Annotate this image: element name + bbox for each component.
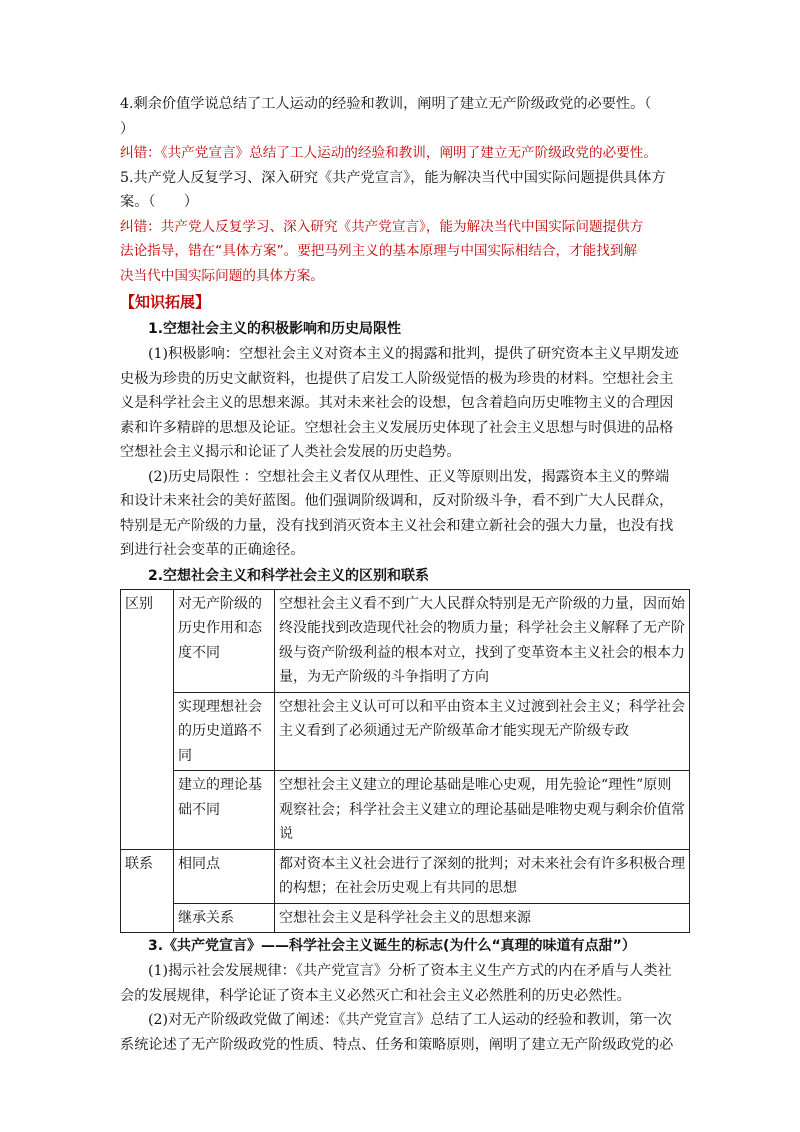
content-cell: 都对资本主义社会进行了深刻的批判；对未来社会有许多积极合理 的构想；在社会历史观上有共同的思想: [275, 849, 690, 903]
question-5-line-1: 5.共产党人反复学习、深入研究《共产党宣言》，能为解决当代中国实际问题提供具体方: [120, 169, 666, 186]
topic-3-p2-line: (2)对无产阶级政党做了阐述：《共产党宣言》总结了工人运动的经验和教训，第一次: [148, 1012, 672, 1028]
question-5-correction-line-2: 法论指导，错在“具体方案”。要把马列主义的基本原理与中国实际相结合，才能找到解: [120, 243, 638, 259]
topic-1-p2-line: 到进行社会变革的正确途径。: [120, 542, 305, 558]
topic-1-p2-line: (2)历史局限性 ：空想社会主义者仅从理性、正义等原则出发，揭露资本主义的弊端: [148, 468, 670, 485]
content-cell: 空想社会主义是科学社会主义的思想来源: [275, 903, 690, 933]
topic-1-p1-line: 素和许多精辟的思想及论证。空想社会主义发展历史体现了社会主义思想与时俱进的品格: [120, 419, 674, 436]
question-4-correction: 纠错：《共产党宣言》总结了工人运动的经验和教训，阐明了建立无产阶级政党的必要性。: [120, 145, 657, 161]
aspect-cell: 相同点: [174, 849, 275, 903]
topic-3-p1-line: 会的发展规律，科学论证了资本主义必然灭亡和社会主义必然胜利的历史必然性。: [120, 987, 631, 1004]
content-cell: 空想社会主义建立的理论基础是唯心史观，用先验论“理性”原则 观察社会；科学社会主义建立的理论基础是唯物史观与剩余价值常 说: [275, 771, 690, 850]
table-row: [121, 849, 690, 903]
table-row: [121, 903, 690, 933]
topic-1-p2-line: 特别是无产阶级的力量，没有找到消灭资本主义社会和建立新社会的强大力量，也没有找: [120, 517, 674, 534]
section-title: 【知识拓展】: [120, 293, 211, 311]
question-5-line-2: 案。（ ）: [120, 194, 199, 210]
comparison-table: [120, 589, 690, 934]
topic-3-title: 3.《共产党宣言》——科学社会主义诞生的标志(为什么“真理的味道有点甜”）: [148, 938, 636, 954]
topic-1-p1-line: 空想社会主义揭示和论证了人类社会发展的历史趋势。: [120, 444, 461, 460]
aspect-cell: 实现理想社会 的历史道路不 同: [174, 692, 275, 771]
question-4-line-2: ）: [120, 120, 135, 137]
table-row: [121, 589, 690, 692]
content-cell: 空想社会主义认可可以和平由资本主义过渡到社会主义；科学社会 主义看到了必须通过无产阶级革命才能实现无产阶级专政: [275, 692, 690, 771]
aspect-cell: 对无产阶级的 历史作用和态 度不同: [174, 589, 275, 692]
group-label-connection: 联系: [121, 849, 174, 933]
topic-3-p1-line: (1)揭示社会发展规律：《共产党宣言》分析了资本主义生产方式的内在矛盾与人类社: [148, 963, 672, 979]
topic-1-p1-line: 义是科学社会主义的思想来源。其对未来社会的设想，包含着趋向历史唯物主义的合理因: [120, 395, 674, 411]
table-row: [121, 692, 690, 771]
topic-1-p1-line: 史极为珍贵的历史文献资料，也提供了启发工人阶级觉悟的极为珍贵的材料。空想社会主: [120, 370, 674, 387]
question-5-correction-line-1: 纠错：共产党人反复学习、深入研究《共产党宣言》，能为解决当代中国实际问题提供方: [120, 218, 644, 235]
question-5-correction-line-3: 决当代中国实际问题的具体方案。: [120, 267, 324, 284]
document-page: [120, 92, 690, 1057]
topic-1-title: 1.空想社会主义的积极影响和历史局限性: [148, 321, 402, 337]
content-cell: 空想社会主义看不到广大人民群众特别是无产阶级的力量，因而始 终没能找到改造现代社会的物质力量；科学社会主义解释了无产阶 级与资产阶级利益的根本对立，找到了变革资本主义社会的根本力 量，为无产阶级的斗争指明了方向: [275, 589, 690, 692]
aspect-cell: 建立的理论基 础不同: [174, 771, 275, 850]
topic-3-p2-line: 系统论述了无产阶级政党的性质、特点、任务和策略原则，阐明了建立无产阶级政党的必: [120, 1036, 674, 1053]
question-4-line-1: 4.剩余价值学说总结了工人运动的经验和教训，阐明了建立无产阶级政党的必要性。（: [120, 96, 652, 112]
topic-1-p2-line: 和设计未来社会的美好蓝图。他们强调阶级调和，反对阶级斗争，看不到广大人民群众，: [120, 493, 674, 509]
table-row: [121, 771, 690, 850]
group-label-difference: 区别: [121, 589, 174, 849]
topic-1-p1-line: (1)积极影响：空想社会主义对资本主义的揭露和批判，提供了研究资本主义早期发迹: [148, 346, 679, 362]
topic-2-title: 2.空想社会主义和科学社会主义的区别和联系: [148, 567, 430, 584]
aspect-cell: 继承关系: [174, 903, 275, 933]
